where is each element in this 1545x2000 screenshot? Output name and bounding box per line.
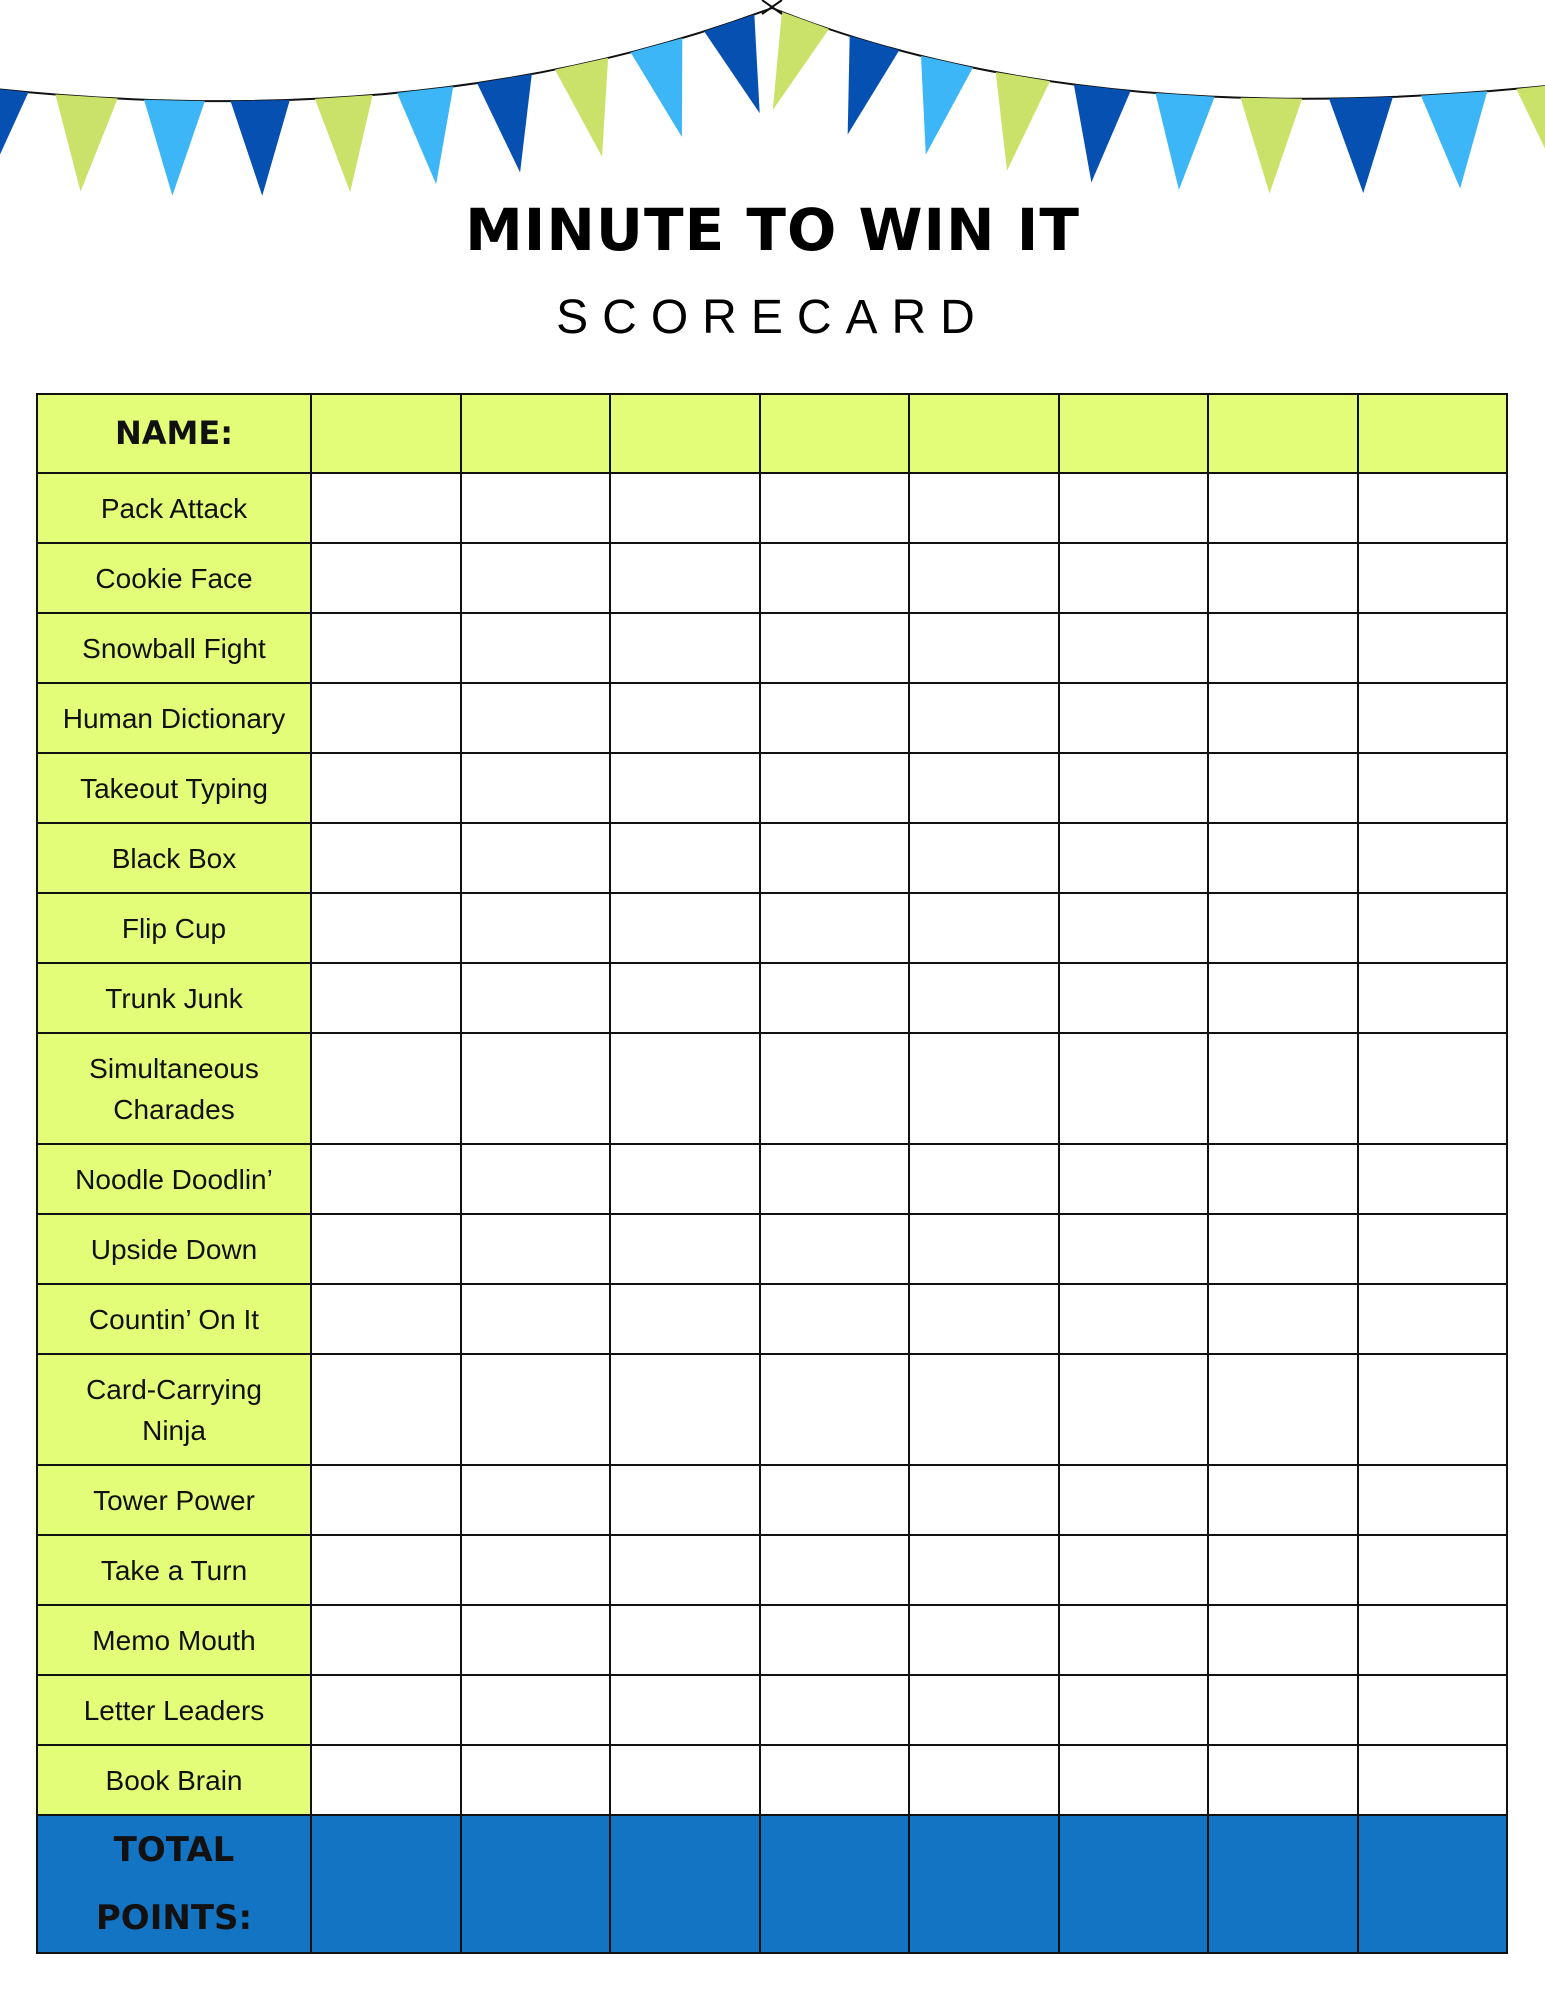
- total-cell[interactable]: [311, 1815, 461, 1953]
- bunting-flag: [477, 74, 532, 172]
- player-name-cell[interactable]: [1059, 394, 1209, 473]
- score-cell[interactable]: [610, 893, 760, 963]
- score-cell[interactable]: [1208, 893, 1358, 963]
- score-cell[interactable]: [1059, 1284, 1209, 1354]
- player-name-cell[interactable]: [461, 394, 611, 473]
- bunting-flag: [631, 38, 683, 137]
- event-row: [37, 683, 1507, 753]
- score-cell[interactable]: [610, 683, 760, 753]
- score-cell[interactable]: [909, 893, 1059, 963]
- score-cell[interactable]: [1358, 1214, 1508, 1284]
- bunting-flag: [921, 56, 973, 155]
- player-name-cell[interactable]: [610, 394, 760, 473]
- score-cell[interactable]: [461, 1144, 611, 1214]
- event-label: Snowball Fight: [37, 613, 311, 683]
- event-label: Cookie Face: [37, 543, 311, 613]
- score-cell[interactable]: [311, 1033, 461, 1144]
- event-row: [37, 613, 1507, 683]
- score-cell[interactable]: [1358, 1605, 1508, 1675]
- event-row: [37, 1284, 1507, 1354]
- score-cell[interactable]: [1208, 1284, 1358, 1354]
- total-cell[interactable]: [461, 1815, 611, 1953]
- score-cell[interactable]: [610, 1284, 760, 1354]
- score-cell[interactable]: [311, 1745, 461, 1815]
- score-cell[interactable]: [909, 683, 1059, 753]
- bunting-flag: [773, 12, 829, 110]
- score-cell[interactable]: [311, 893, 461, 963]
- score-cell[interactable]: [610, 753, 760, 823]
- score-cell[interactable]: [909, 1354, 1059, 1465]
- bunting-flag: [144, 100, 205, 196]
- score-cell[interactable]: [610, 1214, 760, 1284]
- score-cell[interactable]: [1059, 1535, 1209, 1605]
- score-cell[interactable]: [1059, 823, 1209, 893]
- score-cell[interactable]: [909, 823, 1059, 893]
- score-cell[interactable]: [311, 473, 461, 543]
- score-cell[interactable]: [1208, 1535, 1358, 1605]
- event-label: Trunk Junk: [37, 963, 311, 1033]
- page-subtitle: SCORECARD: [556, 291, 989, 344]
- score-cell[interactable]: [311, 1605, 461, 1675]
- event-label: Book Brain: [37, 1745, 311, 1815]
- score-cell[interactable]: [1059, 1354, 1209, 1465]
- player-name-cell[interactable]: [909, 394, 1059, 473]
- score-cell[interactable]: [1208, 473, 1358, 543]
- score-cell[interactable]: [1208, 683, 1358, 753]
- scorecard-table: [36, 393, 1508, 1954]
- score-cell[interactable]: [311, 683, 461, 753]
- score-cell[interactable]: [1059, 1605, 1209, 1675]
- score-cell[interactable]: [610, 1033, 760, 1144]
- score-cell[interactable]: [1059, 683, 1209, 753]
- score-cell[interactable]: [909, 1465, 1059, 1535]
- score-cell[interactable]: [311, 543, 461, 613]
- total-cell[interactable]: [610, 1815, 760, 1953]
- bunting-flag: [1074, 84, 1131, 182]
- score-cell[interactable]: [311, 1465, 461, 1535]
- bunting-flag: [555, 58, 608, 157]
- score-cell[interactable]: [909, 473, 1059, 543]
- event-label: Upside Down: [37, 1214, 311, 1284]
- event-label: Noodle Doodlin’: [37, 1144, 311, 1214]
- score-cell[interactable]: [760, 543, 910, 613]
- event-row: [37, 893, 1507, 963]
- score-cell[interactable]: [311, 823, 461, 893]
- score-cell[interactable]: [1208, 1144, 1358, 1214]
- player-name-cell[interactable]: [760, 394, 910, 473]
- score-cell[interactable]: [311, 753, 461, 823]
- bunting-flag: [996, 72, 1050, 170]
- bunting-knot: [762, 0, 782, 14]
- score-cell[interactable]: [909, 1675, 1059, 1745]
- total-cell[interactable]: [760, 1815, 910, 1953]
- score-cell[interactable]: [760, 683, 910, 753]
- score-cell[interactable]: [760, 1605, 910, 1675]
- score-cell[interactable]: [1358, 1745, 1508, 1815]
- event-label: Take a Turn: [37, 1535, 311, 1605]
- event-label: Black Box: [37, 823, 311, 893]
- score-cell[interactable]: [1358, 1354, 1508, 1465]
- score-cell[interactable]: [760, 753, 910, 823]
- score-cell[interactable]: [760, 1033, 910, 1144]
- name-row: [37, 394, 1507, 473]
- score-cell[interactable]: [909, 543, 1059, 613]
- total-cell[interactable]: [909, 1815, 1059, 1953]
- score-cell[interactable]: [1208, 1214, 1358, 1284]
- event-row: [37, 1144, 1507, 1214]
- score-cell[interactable]: [1358, 613, 1508, 683]
- score-cell[interactable]: [1208, 1033, 1358, 1144]
- score-cell[interactable]: [461, 613, 611, 683]
- score-cell[interactable]: [1358, 823, 1508, 893]
- bunting-flag: [1240, 98, 1302, 194]
- score-cell[interactable]: [610, 823, 760, 893]
- score-cell[interactable]: [1358, 753, 1508, 823]
- score-cell[interactable]: [760, 963, 910, 1033]
- bunting-flag: [1329, 97, 1393, 193]
- total-label-line2: POINTS:: [95, 1898, 253, 1938]
- score-cell[interactable]: [1358, 1033, 1508, 1144]
- event-label: Memo Mouth: [37, 1605, 311, 1675]
- score-cell[interactable]: [1358, 683, 1508, 753]
- score-cell[interactable]: [1059, 1745, 1209, 1815]
- total-cell[interactable]: [1208, 1815, 1358, 1953]
- score-cell[interactable]: [461, 1745, 611, 1815]
- event-row: [37, 1354, 1507, 1465]
- score-cell[interactable]: [1059, 1033, 1209, 1144]
- event-row: [37, 1214, 1507, 1284]
- player-name-cell[interactable]: [311, 394, 461, 473]
- event-label: Flip Cup: [37, 893, 311, 963]
- score-cell[interactable]: [1059, 543, 1209, 613]
- player-name-cell[interactable]: [1208, 394, 1358, 473]
- event-row: [37, 1605, 1507, 1675]
- score-cell[interactable]: [760, 1745, 910, 1815]
- score-cell[interactable]: [760, 893, 910, 963]
- score-cell[interactable]: [610, 1354, 760, 1465]
- bunting-flag: [704, 14, 760, 113]
- event-row: [37, 823, 1507, 893]
- score-cell[interactable]: [760, 1214, 910, 1284]
- score-cell[interactable]: [1358, 473, 1508, 543]
- event-label: Simultaneous Charades: [37, 1033, 311, 1144]
- score-cell[interactable]: [461, 1033, 611, 1144]
- score-cell[interactable]: [1358, 893, 1508, 963]
- bunting-banner: [0, 0, 1545, 220]
- total-row: [37, 1815, 1507, 1953]
- score-cell[interactable]: [1059, 1214, 1209, 1284]
- event-label: Tower Power: [37, 1465, 311, 1535]
- score-cell[interactable]: [461, 1465, 611, 1535]
- score-cell[interactable]: [909, 1284, 1059, 1354]
- score-cell[interactable]: [1208, 1605, 1358, 1675]
- score-cell[interactable]: [1358, 1465, 1508, 1535]
- total-cell[interactable]: [1059, 1815, 1209, 1953]
- score-cell[interactable]: [610, 1675, 760, 1745]
- score-cell[interactable]: [1059, 753, 1209, 823]
- score-cell[interactable]: [1358, 1144, 1508, 1214]
- score-cell[interactable]: [1208, 1675, 1358, 1745]
- bunting-flag: [1516, 82, 1545, 180]
- score-cell[interactable]: [1358, 1284, 1508, 1354]
- score-cell[interactable]: [610, 963, 760, 1033]
- score-cell[interactable]: [760, 1354, 910, 1465]
- event-label: Countin’ On It: [37, 1284, 311, 1354]
- score-cell[interactable]: [1059, 893, 1209, 963]
- score-cell[interactable]: [461, 1214, 611, 1284]
- score-cell[interactable]: [1208, 613, 1358, 683]
- score-cell[interactable]: [909, 753, 1059, 823]
- event-row: [37, 1535, 1507, 1605]
- score-cell[interactable]: [909, 1605, 1059, 1675]
- score-cell[interactable]: [461, 1675, 611, 1745]
- score-cell[interactable]: [1358, 963, 1508, 1033]
- event-label: Takeout Typing: [37, 753, 311, 823]
- event-label: Pack Attack: [37, 473, 311, 543]
- score-cell[interactable]: [1358, 1675, 1508, 1745]
- score-cell[interactable]: [1059, 473, 1209, 543]
- score-cell[interactable]: [1059, 1675, 1209, 1745]
- bunting-flag: [1421, 91, 1487, 188]
- bunting-flag: [315, 95, 373, 192]
- score-cell[interactable]: [311, 1535, 461, 1605]
- score-cell[interactable]: [1208, 543, 1358, 613]
- score-cell[interactable]: [311, 1214, 461, 1284]
- score-cell[interactable]: [760, 1675, 910, 1745]
- score-cell[interactable]: [610, 613, 760, 683]
- page-title: MINUTE TO WIN IT: [465, 196, 1080, 264]
- score-cell[interactable]: [760, 1465, 910, 1535]
- score-cell[interactable]: [311, 1284, 461, 1354]
- score-cell[interactable]: [461, 823, 611, 893]
- event-row: [37, 1675, 1507, 1745]
- score-cell[interactable]: [610, 1144, 760, 1214]
- score-cell[interactable]: [1358, 1535, 1508, 1605]
- score-cell[interactable]: [461, 963, 611, 1033]
- score-cell[interactable]: [909, 963, 1059, 1033]
- bunting-flag: [55, 94, 117, 191]
- score-cell[interactable]: [760, 1144, 910, 1214]
- event-label: Letter Leaders: [37, 1675, 311, 1745]
- event-row: [37, 963, 1507, 1033]
- score-cell[interactable]: [461, 1284, 611, 1354]
- event-row: [37, 473, 1507, 543]
- score-cell[interactable]: [1208, 823, 1358, 893]
- score-cell[interactable]: [760, 823, 910, 893]
- score-cell[interactable]: [610, 1535, 760, 1605]
- score-cell[interactable]: [1208, 1354, 1358, 1465]
- score-cell[interactable]: [311, 1354, 461, 1465]
- score-cell[interactable]: [461, 753, 611, 823]
- bunting-flag: [397, 86, 453, 184]
- score-cell[interactable]: [311, 1144, 461, 1214]
- score-cell[interactable]: [610, 1745, 760, 1815]
- score-cell[interactable]: [461, 473, 611, 543]
- score-cell[interactable]: [461, 893, 611, 963]
- score-cell[interactable]: [610, 543, 760, 613]
- event-label: Human Dictionary: [37, 683, 311, 753]
- score-cell[interactable]: [909, 613, 1059, 683]
- score-cell[interactable]: [760, 1535, 910, 1605]
- score-cell[interactable]: [1208, 1465, 1358, 1535]
- player-name-cell[interactable]: [1358, 394, 1508, 473]
- score-cell[interactable]: [610, 1605, 760, 1675]
- score-cell[interactable]: [909, 1144, 1059, 1214]
- score-cell[interactable]: [610, 473, 760, 543]
- bunting-flag: [231, 100, 290, 196]
- score-cell[interactable]: [311, 963, 461, 1033]
- score-cell[interactable]: [760, 1284, 910, 1354]
- score-cell[interactable]: [311, 613, 461, 683]
- event-label: Card-Carrying Ninja: [37, 1354, 311, 1465]
- total-cell[interactable]: [1358, 1815, 1508, 1953]
- score-cell[interactable]: [760, 613, 910, 683]
- score-cell[interactable]: [461, 1535, 611, 1605]
- score-cell[interactable]: [909, 1535, 1059, 1605]
- bunting-flag: [1155, 93, 1214, 190]
- score-cell[interactable]: [1059, 1144, 1209, 1214]
- score-cell[interactable]: [760, 473, 910, 543]
- bunting-flag: [848, 36, 900, 135]
- score-cell[interactable]: [1059, 1465, 1209, 1535]
- score-cell[interactable]: [1059, 613, 1209, 683]
- score-cell[interactable]: [909, 1033, 1059, 1144]
- event-row: [37, 1465, 1507, 1535]
- name-label: NAME:: [37, 394, 311, 473]
- score-cell[interactable]: [909, 1214, 1059, 1284]
- score-cell[interactable]: [1059, 963, 1209, 1033]
- score-cell[interactable]: [909, 1745, 1059, 1815]
- score-cell[interactable]: [1208, 753, 1358, 823]
- total-label-line1: TOTAL: [113, 1830, 235, 1870]
- score-cell[interactable]: [461, 543, 611, 613]
- score-cell[interactable]: [1208, 963, 1358, 1033]
- score-cell[interactable]: [610, 1465, 760, 1535]
- score-cell[interactable]: [1208, 1745, 1358, 1815]
- score-cell[interactable]: [311, 1675, 461, 1745]
- event-row: [37, 753, 1507, 823]
- score-cell[interactable]: [461, 1605, 611, 1675]
- score-cell[interactable]: [461, 683, 611, 753]
- total-label: [37, 1815, 311, 1953]
- event-row: [37, 1745, 1507, 1815]
- bunting-flag: [0, 86, 28, 184]
- event-row: [37, 543, 1507, 613]
- score-cell[interactable]: [1358, 543, 1508, 613]
- event-row: [37, 1033, 1507, 1144]
- score-cell[interactable]: [461, 1354, 611, 1465]
